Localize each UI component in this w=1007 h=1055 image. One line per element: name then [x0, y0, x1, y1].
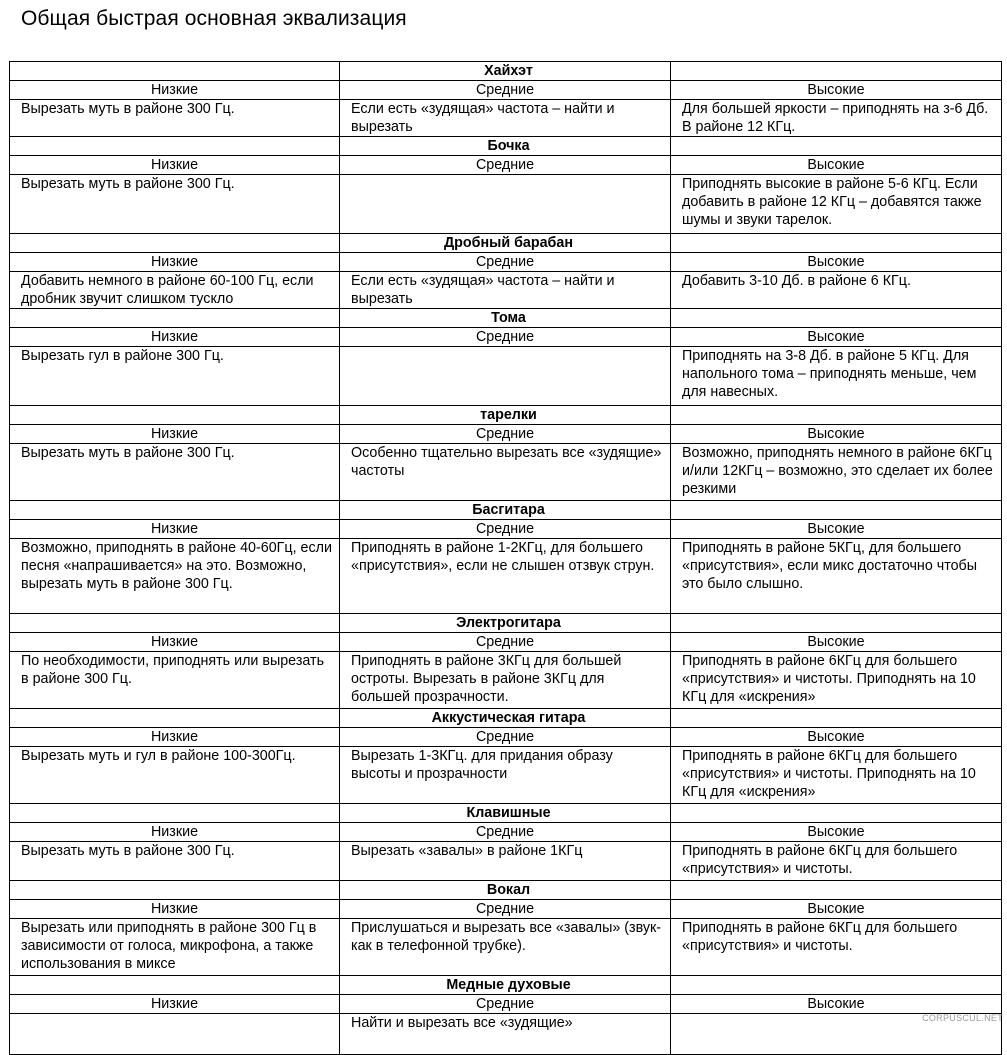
section-header-blank [671, 976, 1002, 995]
column-header-mid: Средние [340, 520, 671, 539]
column-header-mid: Средние [340, 425, 671, 444]
column-header-mid: Средние [340, 328, 671, 347]
section-header-blank [671, 309, 1002, 328]
column-header-mid: Средние [340, 900, 671, 919]
cell-mid: Особенно тщательно вырезать все «зудящие» частоты [340, 444, 671, 501]
section-header-row [10, 501, 1002, 520]
section-body-row [10, 652, 1002, 709]
column-header-mid: Средние [340, 156, 671, 175]
column-header-low: Низкие [10, 633, 340, 652]
section-header-blank [671, 406, 1002, 425]
section-name: Аккустическая гитара [340, 709, 671, 728]
eq-table [9, 61, 1002, 1055]
section-header-blank [10, 137, 340, 156]
cell-low: Вырезать или приподнять в районе 300 Гц в зависимости от голоса, микрофона, а также использования в миксе [10, 919, 340, 976]
column-header-high: Высокие [671, 81, 1002, 100]
cell-mid: Вырезать 1-3КГц. для придания образу высоты и прозрачности [340, 747, 671, 804]
section-header-blank [10, 309, 340, 328]
section-name: Хайхэт [340, 62, 671, 81]
cell-mid [340, 347, 671, 406]
column-header-high: Высокие [671, 823, 1002, 842]
section-header-row [10, 137, 1002, 156]
cell-mid: Если есть «зудящая» частота – найти и вырезать [340, 100, 671, 137]
cell-high: Приподнять в районе 6КГц для большего «присутствия» и чистоты. Приподнять на 10 КГц для «искрения» [671, 652, 1002, 709]
column-header-high: Высокие [671, 520, 1002, 539]
column-header-row [10, 156, 1002, 175]
column-header-high: Высокие [671, 253, 1002, 272]
cell-low: Возможно, приподнять в районе 40-60Гц, если песня «напрашивается» на это. Возможно, вырезать муть в районе 300 Гц. [10, 539, 340, 614]
section-name: Бочка [340, 137, 671, 156]
section-header-row [10, 234, 1002, 253]
section-body-row [10, 444, 1002, 501]
cell-low [10, 1014, 340, 1055]
cell-high: Возможно, приподнять немного в районе 6КГц и/или 12КГц – возможно, это сделает их более резкими [671, 444, 1002, 501]
section-header-blank [671, 881, 1002, 900]
section-header-blank [10, 406, 340, 425]
section-name: Тома [340, 309, 671, 328]
cell-low: Вырезать муть в районе 300 Гц. [10, 842, 340, 881]
section-header-row [10, 709, 1002, 728]
column-header-row [10, 328, 1002, 347]
section-body-row [10, 747, 1002, 804]
section-body-row [10, 842, 1002, 881]
section-header-row [10, 62, 1002, 81]
cell-mid: Приподнять в районе 1-2КГц, для большего «присутствия», если не слышен отзвук струн. [340, 539, 671, 614]
column-header-mid: Средние [340, 253, 671, 272]
cell-mid [340, 175, 671, 234]
column-header-high: Высокие [671, 900, 1002, 919]
cell-high: Приподнять в районе 6КГц для большего «присутствия» и чистоты. [671, 919, 1002, 976]
section-name: Медные духовые [340, 976, 671, 995]
section-header-row [10, 976, 1002, 995]
section-body-row [10, 1014, 1002, 1055]
watermark: CORPUSCUL.NET [922, 1013, 1003, 1023]
column-header-high: Высокие [671, 728, 1002, 747]
cell-low: Вырезать муть и гул в районе 100-300Гц. [10, 747, 340, 804]
column-header-mid: Средние [340, 995, 671, 1014]
section-header-blank [10, 501, 340, 520]
cell-low: По необходимости, приподнять или вырезать в районе 300 Гц. [10, 652, 340, 709]
cell-high: Приподнять в районе 5КГц, для большего «присутствия», если микс достаточно чтобы это было слышно. [671, 539, 1002, 614]
page-title: Общая быстрая основная эквализация [21, 7, 407, 30]
cell-high: Добавить 3-10 Дб. в районе 6 КГц. [671, 272, 1002, 309]
column-header-low: Низкие [10, 253, 340, 272]
column-header-mid: Средние [340, 823, 671, 842]
cell-mid: Если есть «зудящая» частота – найти и вырезать [340, 272, 671, 309]
column-header-row [10, 425, 1002, 444]
cell-high: Приподнять в районе 6КГц для большего «присутствия» и чистоты. [671, 842, 1002, 881]
section-header-row [10, 309, 1002, 328]
column-header-high: Высокие [671, 156, 1002, 175]
column-header-low: Низкие [10, 728, 340, 747]
section-header-blank [671, 501, 1002, 520]
column-header-high: Высокие [671, 425, 1002, 444]
section-header-blank [671, 234, 1002, 253]
section-header-blank [671, 804, 1002, 823]
cell-mid: Найти и вырезать все «зудящие» [340, 1014, 671, 1055]
column-header-row [10, 728, 1002, 747]
section-header-blank [10, 234, 340, 253]
column-header-row [10, 81, 1002, 100]
section-name: Басгитара [340, 501, 671, 520]
column-header-low: Низкие [10, 520, 340, 539]
section-header-row [10, 804, 1002, 823]
section-header-blank [10, 804, 340, 823]
column-header-low: Низкие [10, 425, 340, 444]
cell-low: Вырезать гул в районе 300 Гц. [10, 347, 340, 406]
column-header-row [10, 995, 1002, 1014]
column-header-low: Низкие [10, 81, 340, 100]
cell-mid: Приподнять в районе 3КГц для большей остроты. Вырезать в районе 3КГц для большей прозрачности. [340, 652, 671, 709]
section-name: Вокал [340, 881, 671, 900]
section-header-blank [671, 62, 1002, 81]
section-header-blank [671, 614, 1002, 633]
section-name: Электрогитара [340, 614, 671, 633]
section-body-row [10, 347, 1002, 406]
section-body-row [10, 100, 1002, 137]
section-name: Клавишные [340, 804, 671, 823]
column-header-low: Низкие [10, 156, 340, 175]
column-header-high: Высокие [671, 328, 1002, 347]
column-header-row [10, 520, 1002, 539]
cell-high: Приподнять на 3-8 Дб. в районе 5 КГц. Для напольного тома – приподнять меньше, чем для навесных. [671, 347, 1002, 406]
cell-mid: Прислушаться и вырезать все «завалы» (звук- как в телефонной трубке). [340, 919, 671, 976]
column-header-low: Низкие [10, 900, 340, 919]
section-body-row [10, 919, 1002, 976]
cell-mid: Вырезать «завалы» в районе 1КГц [340, 842, 671, 881]
column-header-low: Низкие [10, 823, 340, 842]
section-header-blank [10, 614, 340, 633]
column-header-mid: Средние [340, 81, 671, 100]
section-body-row [10, 539, 1002, 614]
column-header-high: Высокие [671, 995, 1002, 1014]
section-body-row [10, 175, 1002, 234]
cell-high: Для большей яркости – приподнять на з-6 Дб. В районе 12 КГц. [671, 100, 1002, 137]
section-name: тарелки [340, 406, 671, 425]
section-header-blank [671, 137, 1002, 156]
section-header-row [10, 881, 1002, 900]
cell-low: Вырезать муть в районе 300 Гц. [10, 444, 340, 501]
cell-low: Вырезать муть в районе 300 Гц. [10, 100, 340, 137]
column-header-row [10, 253, 1002, 272]
cell-high: Приподнять в районе 6КГц для большего «присутствия» и чистоты. Приподнять на 10 КГц для «искрения» [671, 747, 1002, 804]
section-header-row [10, 406, 1002, 425]
section-name: Дробный барабан [340, 234, 671, 253]
column-header-row [10, 823, 1002, 842]
section-body-row [10, 272, 1002, 309]
column-header-mid: Средние [340, 728, 671, 747]
section-header-blank [10, 881, 340, 900]
column-header-row [10, 633, 1002, 652]
section-header-blank [10, 976, 340, 995]
column-header-high: Высокие [671, 633, 1002, 652]
section-header-blank [671, 709, 1002, 728]
section-header-blank [10, 62, 340, 81]
cell-low: Добавить немного в районе 60-100 Гц, если дробник звучит слишком тускло [10, 272, 340, 309]
section-header-blank [10, 709, 340, 728]
cell-high: Приподнять высокие в районе 5-6 КГц. Если добавить в районе 12 КГц – добавятся также шумы и звуки тарелок. [671, 175, 1002, 234]
section-header-row [10, 614, 1002, 633]
cell-low: Вырезать муть в районе 300 Гц. [10, 175, 340, 234]
column-header-mid: Средние [340, 633, 671, 652]
column-header-low: Низкие [10, 995, 340, 1014]
column-header-low: Низкие [10, 328, 340, 347]
column-header-row [10, 900, 1002, 919]
